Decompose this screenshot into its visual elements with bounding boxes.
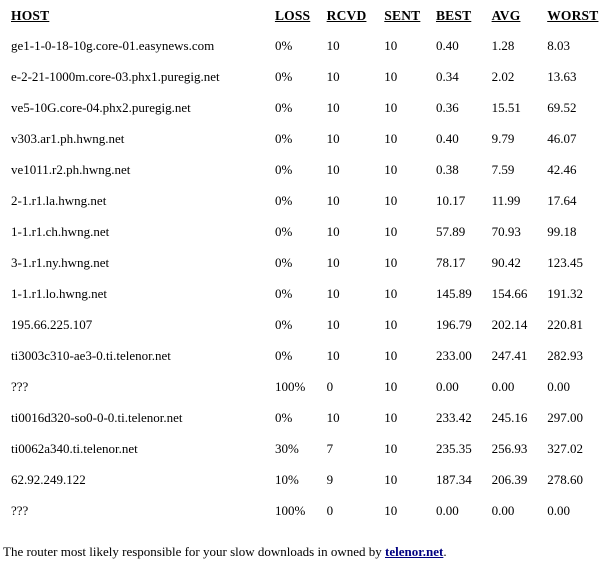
table-body [5,30,611,526]
cell-host: ti3003c310-ae3-0.ti.telenor.net [11,347,171,363]
table-row [5,247,611,278]
owner-link[interactable]: telenor.net [385,544,444,559]
cell-best: 233.00 [435,347,472,363]
cell-worst: 220.81 [547,316,583,332]
cell-host: ve1011.r2.ph.hwng.net [11,161,131,177]
cell-avg: 1.28 [491,37,515,53]
cell-sent: 10 [384,99,398,115]
cell-loss: 30% [274,440,299,456]
cell-best: 0.36 [435,99,459,115]
cell-loss: 100% [274,378,306,394]
cell-sent: 10 [384,409,398,425]
cell-host: 195.66.225.107 [11,316,93,332]
cell-host: v303.ar1.ph.hwng.net [11,130,125,146]
cell-rcvd: 10 [326,316,340,332]
table-row [5,371,611,402]
cell-avg: 245.16 [491,409,528,425]
column-header-rcvd: RCVD [326,8,367,23]
cell-host: ti0016d320-so0-0-0.ti.telenor.net [11,409,183,425]
table-row [5,340,611,371]
table-row [5,123,611,154]
cell-worst: 278.60 [547,471,583,487]
cell-sent: 10 [384,471,398,487]
cell-best: 0.00 [435,502,459,518]
table-row [5,464,611,495]
footer-text-end: . [443,544,447,559]
traceroute-table [5,2,611,526]
cell-sent: 10 [384,37,398,53]
cell-best: 78.17 [435,254,466,270]
cell-worst: 42.46 [547,161,577,177]
cell-worst: 99.18 [547,223,577,239]
cell-worst: 8.03 [547,37,570,53]
cell-best: 57.89 [435,223,466,239]
cell-avg: 2.02 [491,68,515,84]
cell-loss: 0% [274,130,293,146]
table-row [5,433,611,464]
table-row [5,61,611,92]
table-row [5,185,611,216]
cell-host: ??? [11,502,29,518]
cell-best: 196.79 [435,316,472,332]
cell-worst: 17.64 [547,192,577,208]
cell-loss: 0% [274,285,293,301]
cell-loss: 10% [274,471,299,487]
cell-rcvd: 9 [326,471,334,487]
table-row [5,30,611,61]
cell-avg: 15.51 [491,99,521,115]
column-header-host: HOST [11,8,50,23]
cell-avg: 202.14 [491,316,528,332]
cell-avg: 9.79 [491,130,515,146]
cell-loss: 0% [274,254,293,270]
cell-rcvd: 0 [326,378,334,394]
cell-avg: 247.41 [491,347,528,363]
cell-avg: 206.39 [491,471,528,487]
cell-rcvd: 10 [326,223,340,239]
cell-rcvd: 10 [326,99,340,115]
cell-sent: 10 [384,502,398,518]
cell-worst: 297.00 [547,409,583,425]
cell-worst: 282.93 [547,347,583,363]
table-row [5,402,611,433]
footer-text: The router most likely responsible for your slow downloads in owned by [3,544,385,559]
table-row [5,278,611,309]
cell-host: 62.92.249.122 [11,471,86,487]
cell-worst: 46.07 [547,130,577,146]
cell-best: 0.40 [435,37,459,53]
cell-worst: 0.00 [547,378,570,394]
cell-sent: 10 [384,254,398,270]
cell-avg: 154.66 [491,285,528,301]
cell-rcvd: 10 [326,192,340,208]
cell-sent: 10 [384,285,398,301]
cell-best: 0.34 [435,68,459,84]
cell-avg: 90.42 [491,254,521,270]
table-row [5,92,611,123]
cell-rcvd: 10 [326,68,340,84]
cell-best: 145.89 [435,285,472,301]
cell-host: 2-1.r1.la.hwng.net [11,192,107,208]
table-row [5,309,611,340]
cell-loss: 0% [274,192,293,208]
cell-avg: 0.00 [491,502,515,518]
column-header-avg: AVG [491,8,521,23]
cell-sent: 10 [384,347,398,363]
cell-rcvd: 7 [326,440,334,456]
cell-worst: 327.02 [547,440,583,456]
cell-loss: 0% [274,161,293,177]
table-row [5,495,611,526]
cell-rcvd: 10 [326,37,340,53]
cell-avg: 70.93 [491,223,521,239]
cell-loss: 0% [274,347,293,363]
cell-host: ??? [11,378,29,394]
cell-loss: 0% [274,99,293,115]
cell-sent: 10 [384,316,398,332]
cell-host: ti0062a340.ti.telenor.net [11,440,138,456]
cell-worst: 0.00 [547,502,570,518]
cell-sent: 10 [384,223,398,239]
cell-avg: 0.00 [491,378,515,394]
column-header-sent: SENT [384,8,421,23]
cell-best: 187.34 [435,471,472,487]
cell-loss: 0% [274,68,293,84]
cell-worst: 191.32 [547,285,583,301]
cell-best: 0.00 [435,378,459,394]
column-header-best: BEST [435,8,472,23]
cell-rcvd: 10 [326,161,340,177]
cell-avg: 7.59 [491,161,515,177]
cell-best: 0.38 [435,161,459,177]
cell-avg: 256.93 [491,440,528,456]
cell-sent: 10 [384,161,398,177]
cell-loss: 0% [274,409,293,425]
cell-avg: 11.99 [491,192,521,208]
cell-loss: 0% [274,316,293,332]
cell-loss: 100% [274,502,306,518]
cell-loss: 0% [274,223,293,239]
cell-worst: 123.45 [547,254,583,270]
column-header-worst: WORST [547,8,599,23]
cell-host: ge1-1-0-18-10g.core-01.easynews.com [11,37,215,53]
cell-host: 1-1.r1.ch.hwng.net [11,223,110,239]
cell-worst: 69.52 [547,99,577,115]
cell-loss: 0% [274,37,293,53]
cell-host: 3-1.r1.ny.hwng.net [11,254,110,270]
cell-rcvd: 10 [326,347,340,363]
cell-worst: 13.63 [547,68,577,84]
cell-best: 0.40 [435,130,459,146]
cell-best: 10.17 [435,192,466,208]
cell-host: 1-1.r1.lo.hwng.net [11,285,108,301]
cell-sent: 10 [384,440,398,456]
column-header-loss: LOSS [274,8,311,23]
cell-rcvd: 10 [326,130,340,146]
cell-rcvd: 10 [326,409,340,425]
cell-best: 233.42 [435,409,472,425]
cell-rcvd: 10 [326,285,340,301]
table-header-row [5,2,611,30]
table-row [5,154,611,185]
cell-sent: 10 [384,130,398,146]
table-row [5,216,611,247]
footer-message [3,544,447,560]
cell-rcvd: 10 [326,254,340,270]
cell-rcvd: 0 [326,502,334,518]
cell-host: e-2-21-1000m.core-03.phx1.puregig.net [11,68,220,84]
cell-best: 235.35 [435,440,472,456]
cell-sent: 10 [384,68,398,84]
cell-host: ve5-10G.core-04.phx2.puregig.net [11,99,191,115]
cell-sent: 10 [384,192,398,208]
cell-sent: 10 [384,378,398,394]
